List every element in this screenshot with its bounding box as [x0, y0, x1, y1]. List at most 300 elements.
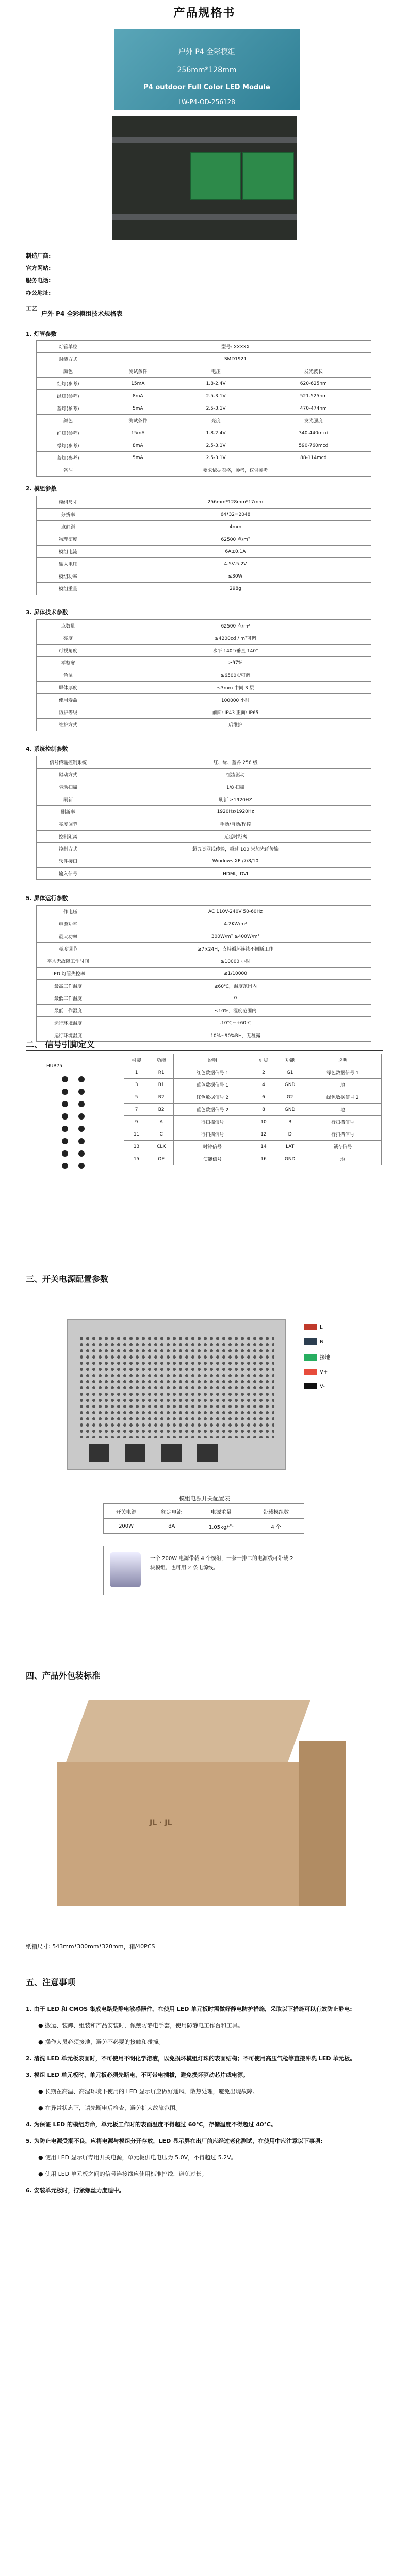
note-subitem: ● 搬运、装卸、组装和产品安装时，佩戴防静电手套，使用防静电工作台和工具。 — [38, 2022, 244, 2029]
note-item: 6. 安装单元板时，拧紧螺丝力度适中。 — [26, 2187, 125, 2194]
table-row — [37, 769, 371, 781]
table-row — [37, 968, 371, 980]
table-cell: 平均无故障工作时间 — [37, 955, 100, 968]
table-cell: 8mA — [100, 439, 176, 452]
pin-section-title: 二、 信号引脚定义 — [26, 1040, 95, 1049]
psu-config-table — [103, 1503, 304, 1534]
product-banner — [114, 29, 300, 110]
note-item: 1. 由于 LED 和 CMOS 集成电路是静电敏感器件，在使用 LED 单元板时需做好静电防护措施，采取以下措施可以有效防止静电: — [26, 2006, 352, 2012]
table-cell: 模组功率 — [37, 570, 100, 583]
note-item: 5. 为防止电源受潮不良，应将电源与模组分开存放，LED 显示屏在出厂前应经过老化测试，在使用中应注意以下事项: — [26, 2138, 323, 2144]
table-cell: 额定电流 — [149, 1504, 194, 1519]
table-cell: 8mA — [100, 390, 176, 402]
table-row — [37, 906, 371, 918]
table-cell: 运行环境湿度 — [37, 1029, 100, 1042]
table-cell: 2.5-3.1V — [176, 439, 256, 452]
table-cell: 8A — [149, 1519, 194, 1534]
legend-swatch — [304, 1369, 317, 1375]
table-row — [37, 632, 371, 645]
table-cell: 控制距离 — [37, 831, 100, 843]
table-cell: 行扫描信号 — [304, 1116, 381, 1128]
psu-terminal — [161, 1444, 182, 1462]
banner-size: 256mm*128mm — [177, 66, 237, 74]
table-cell: 6 — [251, 1091, 276, 1104]
table-cell: 13 — [124, 1141, 149, 1153]
table-row — [37, 620, 371, 632]
note-item: 3. 模组 LED 单元板时，单元板必须先断电，不可带电插拔，避免损坏驱动芯片或电源。 — [26, 2072, 249, 2078]
s4-head: 4. 系统控制参数 — [26, 745, 68, 752]
table-cell: C — [149, 1128, 174, 1141]
table-row — [124, 1091, 382, 1104]
table-cell: 4 个 — [248, 1519, 304, 1534]
psu-legend — [304, 1324, 382, 1398]
table-cell: B — [276, 1116, 304, 1128]
psu-terminal — [89, 1444, 109, 1462]
info-site: 官方网站: — [26, 265, 51, 272]
table-cell: 亮度 — [37, 632, 100, 645]
table-cell: 发光强度 — [256, 415, 371, 427]
table-cell: G2 — [276, 1091, 304, 1104]
table-cell: B1 — [149, 1079, 174, 1091]
pin-dot — [62, 1101, 68, 1107]
table-cell: 1.05kg/个 — [194, 1519, 248, 1534]
table-cell: 行扫描信号 — [174, 1128, 251, 1141]
pin-dot — [62, 1076, 68, 1082]
table-cell: 电源功率 — [37, 918, 100, 930]
table-cell: 绿灯(参考) — [37, 390, 100, 402]
table-cell: 10%~90%RH，无凝露 — [100, 1029, 371, 1042]
module-rail — [112, 214, 297, 220]
legend-label: N — [320, 1339, 324, 1345]
table-cell: 2.5-3.1V — [176, 452, 256, 464]
table-cell: 亮度调节 — [37, 818, 100, 831]
table-cell: 1 — [124, 1066, 149, 1079]
table-row — [37, 521, 371, 533]
table-cell: 5mA — [100, 402, 176, 415]
table-cell: 最低工作温度 — [37, 992, 100, 1005]
table-row — [124, 1079, 382, 1091]
table-cell: 绿色数据信号 2 — [304, 1091, 381, 1104]
table-cell: 蓝色数据信号 1 — [174, 1079, 251, 1091]
table-cell: 590-760mcd — [256, 439, 371, 452]
table-row — [37, 570, 371, 583]
table-cell: 2.5-3.1V — [176, 390, 256, 402]
info-maker: 制造厂商: — [26, 252, 51, 259]
note-subitem: ● 使用 LED 单元板之间的信号连接线应使用标准排线，避免过长。 — [38, 2171, 207, 2177]
table-header — [104, 1504, 304, 1519]
table-cell: 可视角度 — [37, 645, 100, 657]
table-cell: LAT — [276, 1141, 304, 1153]
table-cell: R1 — [149, 1066, 174, 1079]
table-cell: 输入信号 — [37, 868, 100, 880]
table-cell: 1920Hz/1920Hz — [100, 806, 371, 818]
table-cell: 点间距 — [37, 521, 100, 533]
table-cell: 灯管单粒 — [37, 341, 100, 353]
table-row — [124, 1066, 382, 1079]
module-back-photo — [112, 116, 297, 240]
table-cell: 最低工作湿度 — [37, 1005, 100, 1017]
table-cell: 模组电流 — [37, 546, 100, 558]
table-cell: 15 — [124, 1153, 149, 1165]
table-row — [37, 756, 371, 769]
table-cell: 控制方式 — [37, 843, 100, 855]
table-cell: 1/8 扫描 — [100, 781, 371, 793]
table-cell: 带载模组数 — [248, 1504, 304, 1519]
table-cell: 行扫描信号 — [304, 1128, 381, 1141]
table-row — [37, 980, 371, 992]
table-row — [37, 558, 371, 570]
table-row — [37, 855, 371, 868]
psu-terminal — [197, 1444, 218, 1462]
s5-head: 5. 屏体运行参数 — [26, 895, 68, 902]
table-row — [37, 1005, 371, 1017]
table-cell: 开关电源 — [104, 1504, 149, 1519]
table-cell: 100000 小时 — [100, 694, 371, 706]
pin-dot — [62, 1138, 68, 1144]
table-row — [37, 868, 371, 880]
table-cell: 测试条件 — [100, 365, 176, 378]
table-cell: GND — [276, 1153, 304, 1165]
table-row — [124, 1153, 382, 1165]
table-row — [124, 1128, 382, 1141]
pin-dot — [78, 1101, 85, 1107]
table-row — [37, 439, 371, 452]
table-row — [37, 378, 371, 390]
table-row — [104, 1519, 304, 1534]
table-header — [37, 365, 371, 378]
pin-dot — [78, 1113, 85, 1120]
table-row — [37, 694, 371, 706]
table-cell: 15mA — [100, 378, 176, 390]
table-cell: 340-440mcd — [256, 427, 371, 439]
table-cell: 3 — [124, 1079, 149, 1091]
table-cell: 备注 — [37, 464, 100, 477]
table-cell: 使用寿命 — [37, 694, 100, 706]
table-row — [37, 509, 371, 521]
table-cell: ≥97% — [100, 657, 371, 669]
legend-label: V+ — [320, 1369, 328, 1375]
pin-dot — [62, 1163, 68, 1169]
table-cell: 软件接口 — [37, 855, 100, 868]
table-header — [124, 1054, 382, 1066]
pin-dot — [62, 1126, 68, 1132]
table-row — [37, 682, 371, 694]
table-row — [37, 452, 371, 464]
banner-title: 户外 P4 全彩模组 — [178, 48, 236, 56]
table-cell: 前面: IP43 正面: IP65 — [100, 706, 371, 719]
table-cell: 15mA — [100, 427, 176, 439]
table-cell: 超五类网线传输，超过 100 米加光纤传输 — [100, 843, 371, 855]
table-row — [37, 546, 371, 558]
psu-note — [103, 1546, 305, 1595]
table-cell: 620-625nm — [256, 378, 371, 390]
table-cell: 屏体厚度 — [37, 682, 100, 694]
table-cell: 蓝灯(参考) — [37, 452, 100, 464]
carton-print: JL · JL — [150, 1819, 172, 1827]
power-supply-photo — [67, 1319, 286, 1470]
table-cell: 防护等级 — [37, 706, 100, 719]
table-cell: 4.5V-5.2V — [100, 558, 371, 570]
table-cell: 1.8-2.4V — [176, 427, 256, 439]
legend-item — [304, 1383, 382, 1389]
table-cell: 功能 — [149, 1054, 174, 1066]
carton-front — [57, 1762, 299, 1906]
table-cell: 电压 — [176, 365, 256, 378]
carton-side — [299, 1741, 346, 1906]
table-cell: LED 灯管失控率 — [37, 968, 100, 980]
table-row — [37, 464, 371, 477]
table-cell: 16 — [251, 1153, 276, 1165]
table-cell: 蓝色数据信号 2 — [174, 1104, 251, 1116]
table-cell: 信号传输控制系统 — [37, 756, 100, 769]
table-row — [37, 955, 371, 968]
screen-spec-table — [36, 619, 371, 731]
table-cell: ≤60℃，温度范围内 — [100, 980, 371, 992]
table-cell: 说明 — [174, 1054, 251, 1066]
psu-terminal — [125, 1444, 145, 1462]
table-cell: 470-474nm — [256, 402, 371, 415]
table-cell: 封装方式 — [37, 353, 100, 365]
table-cell: 恒流驱动 — [100, 769, 371, 781]
legend-item — [304, 1338, 382, 1345]
table-cell: 12 — [251, 1128, 276, 1141]
table-cell: 物理密度 — [37, 533, 100, 546]
table-cell: 7 — [124, 1104, 149, 1116]
table-cell: 256mm*128mm*17mm — [100, 496, 371, 509]
table-row — [37, 706, 371, 719]
table-cell: 11 — [124, 1128, 149, 1141]
table-cell: 0 — [100, 992, 371, 1005]
table-row — [37, 669, 371, 682]
hub75-label: HUB75 — [46, 1064, 62, 1069]
sheet-prefix: 工艺 — [26, 305, 37, 312]
table-cell: 模组尺寸 — [37, 496, 100, 509]
table-cell: GND — [276, 1104, 304, 1116]
sheet-title: 户外 P4 全彩模组技术规格表 — [41, 310, 123, 317]
table-cell: 6A±0.1A — [100, 546, 371, 558]
table-cell: R2 — [149, 1091, 174, 1104]
table-cell: 最大功率 — [37, 930, 100, 943]
table-row — [37, 793, 371, 806]
driver-board — [242, 152, 294, 200]
table-cell: 10 — [251, 1116, 276, 1128]
table-cell: 64*32=2048 — [100, 509, 371, 521]
table-row — [37, 353, 371, 365]
table-cell: AC 110V-240V 50-60Hz — [100, 906, 371, 918]
page-title: 产品规格书 — [173, 7, 236, 20]
running-spec-table — [36, 905, 371, 1042]
table-row — [37, 583, 371, 595]
note-item: 2. 清洗 LED 单元板表面时，不可使用不明化学溶液，以免损坏模组灯珠的表面结构；不可使用高压气枪等直接冲洗 LED 单元板。 — [26, 2055, 356, 2062]
table-cell: 亮度 — [176, 415, 256, 427]
table-row — [37, 1017, 371, 1029]
banner-english: P4 outdoor Full Color LED Module — [143, 83, 270, 91]
table-row — [37, 943, 371, 955]
table-header — [37, 415, 371, 427]
table-row — [124, 1116, 382, 1128]
table-cell: 功能 — [276, 1054, 304, 1066]
table-cell: 测试条件 — [100, 415, 176, 427]
notes-section-title: 五、注意事项 — [26, 1977, 76, 1987]
table-cell: 红、绿、蓝各 256 级 — [100, 756, 371, 769]
table-cell: 输入电压 — [37, 558, 100, 570]
table-cell: 300W/m² ≥400W/m² — [100, 930, 371, 943]
note-subitem: ● 在异常状态下，请先断电后检查，避免扩大故障范围。 — [38, 2105, 182, 2111]
table-cell: 地 — [304, 1104, 381, 1116]
table-row — [124, 1141, 382, 1153]
table-cell: 地 — [304, 1079, 381, 1091]
s1-head: 1. 灯管参数 — [26, 331, 57, 337]
table-cell: OE — [149, 1153, 174, 1165]
table-cell: 刷新 ≥1920HZ — [100, 793, 371, 806]
table-cell: 平整度 — [37, 657, 100, 669]
table-row — [37, 657, 371, 669]
table-cell: 引脚 — [251, 1054, 276, 1066]
table-cell: ≤1/10000 — [100, 968, 371, 980]
table-cell: ≤3mm 中间 3 层 — [100, 682, 371, 694]
table-row — [37, 918, 371, 930]
table-row — [37, 818, 371, 831]
table-row — [37, 719, 371, 731]
table-row — [37, 390, 371, 402]
note-item: 4. 为保证 LED 的模组寿命，单元板工作时的表面温度不得超过 60℃，存储温度不得超过 40℃。 — [26, 2121, 276, 2128]
psu-vent — [78, 1335, 274, 1438]
table-cell: 型号: XXXXX — [100, 341, 371, 353]
info-office: 办公地址: — [26, 290, 51, 296]
table-cell: 模组重量 — [37, 583, 100, 595]
table-cell: 色温 — [37, 669, 100, 682]
table-cell: 刷新 — [37, 793, 100, 806]
table-row — [37, 781, 371, 793]
table-cell: 后维护 — [100, 719, 371, 731]
s2-head: 2. 模组参数 — [26, 485, 57, 492]
psu-cable-image — [110, 1552, 141, 1587]
module-rail — [112, 137, 297, 143]
legend-item — [304, 1369, 382, 1375]
module-spec-table — [36, 496, 371, 595]
table-row — [37, 496, 371, 509]
table-cell: 绿色数据信号 1 — [304, 1066, 381, 1079]
table-cell: 无延时距离 — [100, 831, 371, 843]
table-cell: 手动/自动/程控 — [100, 818, 371, 831]
table-cell: 9 — [124, 1116, 149, 1128]
pin-dot — [78, 1150, 85, 1157]
table-row — [37, 645, 371, 657]
table-cell: 蓝灯(参考) — [37, 402, 100, 415]
pin-dot — [62, 1150, 68, 1157]
notes-list — [26, 2004, 382, 2202]
table-cell: 维护方式 — [37, 719, 100, 731]
table-cell: 说明 — [304, 1054, 381, 1066]
table-cell: 驱动方式 — [37, 769, 100, 781]
pin-dot — [62, 1113, 68, 1120]
pin-dot — [78, 1138, 85, 1144]
table-cell: 最高工作温度 — [37, 980, 100, 992]
table-cell: 绿灯(参考) — [37, 439, 100, 452]
table-cell: 水平 140°/垂直 140° — [100, 645, 371, 657]
table-row — [37, 831, 371, 843]
psu-table-title: 模组电源开关配置表 — [179, 1495, 230, 1502]
table-cell: G1 — [276, 1066, 304, 1079]
table-cell: -10℃~+60℃ — [100, 1017, 371, 1029]
table-row — [124, 1104, 382, 1116]
table-cell: GND — [276, 1079, 304, 1091]
table-cell: 驱动扫描 — [37, 781, 100, 793]
table-cell: 200W — [104, 1519, 149, 1534]
legend-swatch — [304, 1354, 317, 1361]
table-cell: 分辨率 — [37, 509, 100, 521]
table-cell: 2.5-3.1V — [176, 402, 256, 415]
control-spec-table — [36, 756, 371, 880]
table-cell: 14 — [251, 1141, 276, 1153]
table-cell: 4mm — [100, 521, 371, 533]
info-phone: 服务电话: — [26, 277, 51, 284]
carton-photo — [57, 1695, 346, 1911]
table-cell: 1.8-2.4V — [176, 378, 256, 390]
pin-dot — [62, 1089, 68, 1095]
banner-model: LW-P4-OD-256128 — [178, 98, 235, 106]
pin-dot — [78, 1163, 85, 1169]
psu-note-text: 一个 200W 电源带载 4 个模组，一条一排二的电源线可带载 2 块模组，也可用 2 条电源线。 — [150, 1556, 293, 1571]
table-row — [37, 533, 371, 546]
section-divider — [26, 1050, 383, 1051]
table-cell: 4 — [251, 1079, 276, 1091]
pin-dot — [78, 1126, 85, 1132]
table-cell: 工作电压 — [37, 906, 100, 918]
legend-swatch — [304, 1383, 317, 1389]
pin-dot — [78, 1076, 85, 1082]
table-cell: ≥4200cd / m²可调 — [100, 632, 371, 645]
table-cell: 颜色 — [37, 415, 100, 427]
note-subitem: ● 长期在高温、高湿环境下使用的 LED 显示屏应做好通风、散热处理，避免出现故障。 — [38, 2088, 258, 2095]
table-cell: 时钟信号 — [174, 1141, 251, 1153]
pin-table — [124, 1054, 382, 1165]
carton-top — [66, 1700, 310, 1762]
table-cell: CLK — [149, 1141, 174, 1153]
table-cell: 5mA — [100, 452, 176, 464]
driver-board — [190, 152, 241, 200]
pin-definition — [26, 1054, 382, 1244]
table-row — [37, 341, 371, 353]
table-cell: 4.2KW/m² — [100, 918, 371, 930]
table-cell: 298g — [100, 583, 371, 595]
package-size: 纸箱尺寸: 543mm*300mm*320mm，箱/40PCS — [26, 1943, 155, 1950]
legend-item — [304, 1324, 382, 1330]
table-cell: 刷新率 — [37, 806, 100, 818]
table-cell: 电源重量 — [194, 1504, 248, 1519]
table-cell: 运行环境温度 — [37, 1017, 100, 1029]
package-section-title: 四、产品外包装标准 — [26, 1671, 101, 1681]
legend-swatch — [304, 1324, 317, 1330]
table-cell: 5 — [124, 1091, 149, 1104]
table-cell: 2 — [251, 1066, 276, 1079]
table-cell: 88-114mcd — [256, 452, 371, 464]
psu-section-title: 三、开关电源配置参数 — [26, 1274, 109, 1284]
note-subitem: ● 使用 LED 显示屏专用开关电源，单元板供电电压为 5.0V，不得超过 5.2V。 — [38, 2154, 237, 2161]
table-row — [37, 843, 371, 855]
led-spec-table — [36, 340, 371, 477]
table-cell: 亮度调节 — [37, 943, 100, 955]
table-cell: HDMI、DVI — [100, 868, 371, 880]
legend-label: 接地 — [320, 1355, 330, 1361]
table-cell: 点数量 — [37, 620, 100, 632]
table-cell: 62500 点/m² — [100, 533, 371, 546]
table-row — [37, 930, 371, 943]
table-cell: 62500 点/m² — [100, 620, 371, 632]
table-cell: 引脚 — [124, 1054, 149, 1066]
table-row — [37, 806, 371, 818]
table-cell: 521-525nm — [256, 390, 371, 402]
